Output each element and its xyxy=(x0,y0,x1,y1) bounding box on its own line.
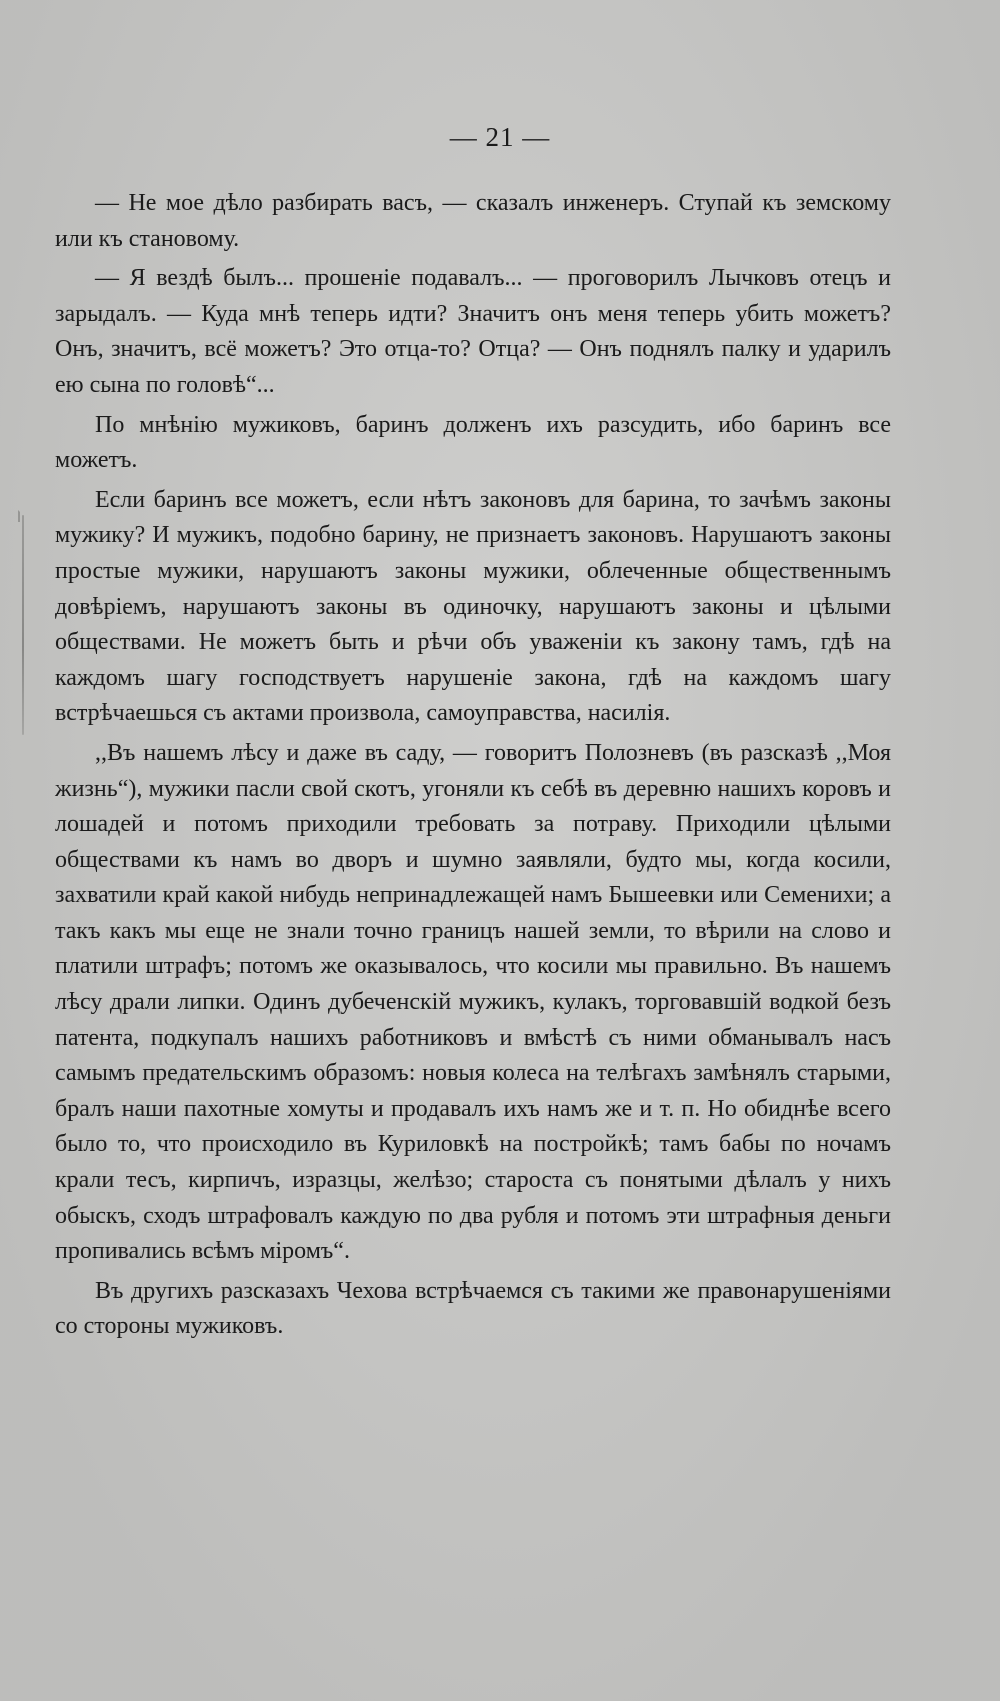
paragraph: Въ другихъ разсказахъ Чехова встрѣчаемся съ такими же правонарушеніями со стороны мужиковъ. xyxy=(55,1277,891,1340)
paragraph: — Я вездѣ былъ... прошеніе подавалъ... — проговорилъ Лычковъ отецъ и зарыдалъ. — Куда мнѣ теперь идти? Значитъ онъ меня теперь убить можетъ? Онъ, значитъ, всё можетъ? Это отца-то? Отца? — Онъ поднялъ палку и ударилъ ею сына по головѣ“... xyxy=(55,265,891,398)
margin-pencil-line xyxy=(22,515,24,735)
paragraph: Если баринъ все можетъ, если нѣтъ законовъ для барина, то зачѣмъ законы мужику? И мужикъ, подобно барину, не признаетъ законовъ. Нарушаютъ законы простые мужики, нарушаютъ законы мужики, облеченные общественнымъ довѣріемъ, нарушаютъ законы въ одиночку, нарушаютъ законы и цѣлыми обществами. Не можетъ быть и рѣчи объ уваженіи къ закону тамъ, гдѣ на каждомъ шагу господствуетъ нарушеніе закона, гдѣ на каждомъ шагу встрѣчаешься съ актами произвола, самоуправства, насилія. xyxy=(55,486,891,727)
page-number: — 21 — xyxy=(449,122,551,152)
body-text xyxy=(55,186,891,1345)
paragraph: По мнѣнію мужиковъ, баринъ долженъ ихъ разсудить, ибо баринъ все можетъ. xyxy=(55,411,891,474)
paragraph: — Не мое дѣло разбирать васъ, — сказалъ инженеръ. Ступай къ земскому или къ становому. xyxy=(55,190,891,252)
paragraph: ,,Въ нашемъ лѣсу и даже въ саду, — говоритъ Полозневъ (въ разсказѣ ,,Моя жизнь“), мужики пасли свой скотъ, угоняли къ себѣ въ деревню нашихъ коровъ и лошадей и потомъ приходили требовать за потраву. Приходили цѣлыми обществами къ намъ во дворъ и шумно заявляли, будто мы, когда косили, захватили край какой нибудь непринадлежащей намъ Бышеевки или Семенихи; а такъ какъ мы еще не знали точно границъ нашей земли, то вѣрили на слово и платили штрафъ; потомъ же оказывалось, что косили мы правильно. Въ нашемъ лѣсу драли липки. Одинъ дубеченскій мужикъ, кулакъ, торговавшій водкой безъ патента, подкупалъ нашихъ работниковъ и вмѣстѣ съ ними обманывалъ насъ самымъ предательскимъ образомъ: новыя колеса на телѣгахъ замѣнялъ старыми, бралъ наши пахотные хомуты и продавалъ ихъ намъ же и т. п. Но обиднѣе всего было то, что происходило въ Куриловкѣ на постройкѣ; тамъ бабы по ночамъ крали тесъ, кирпичъ, изразцы, желѣзо; староста съ понятыми дѣлалъ у нихъ обыскъ, сходъ штрафовалъ каждую по два рубля и потомъ эти штрафныя деньги пропивались всѣмъ міромъ“. xyxy=(55,739,891,1265)
